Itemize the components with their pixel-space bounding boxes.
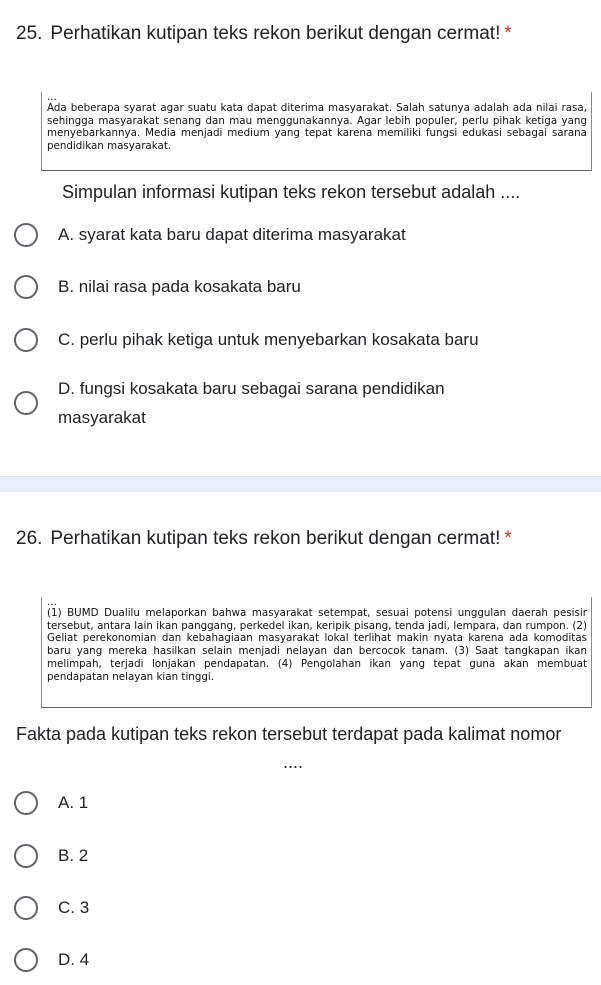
q26-option-a[interactable] <box>14 788 574 818</box>
question-title-text: Perhatikan kutipan teks rekon berikut dengan cermat! <box>50 528 501 549</box>
option-label-line-2: masyarakat <box>58 408 146 427</box>
question-26-prompt: Fakta pada kutipan teks rekon tersebut terdapat pada kalimat nomor <box>16 724 562 744</box>
question-number: 26. <box>16 528 43 549</box>
q25-option-a[interactable] <box>14 220 574 250</box>
option-label: C. perlu pihak ketiga untuk menyebarkan kosakata baru <box>58 330 479 349</box>
excerpt-ellipsis: ... <box>47 91 57 103</box>
q26-option-c[interactable] <box>14 893 574 923</box>
question-title-text: Perhatikan kutipan teks rekon berikut dengan cermat! <box>50 23 501 44</box>
radio-button[interactable] <box>14 223 38 247</box>
required-asterisk: * <box>504 528 512 549</box>
option-label: B. nilai rasa pada kosakata baru <box>58 277 301 296</box>
question-26-prompt-ellipsis: .... <box>283 752 304 772</box>
radio-button[interactable] <box>14 791 38 815</box>
q25-option-c[interactable] <box>14 325 574 355</box>
option-label: A. syarat kata baru dapat diterima masyarakat <box>58 225 406 244</box>
excerpt-ellipsis: ... <box>47 596 57 608</box>
required-asterisk: * <box>504 23 512 44</box>
radio-button[interactable] <box>14 275 38 299</box>
excerpt-text: (1) BUMD Dualilu melaporkan bahwa masyarakat setempat, sesuai potensi unggulan daerah pesisir tersebut, antara lain ikan panggang, perkedel ikan, keripik pisang, tenda jadi, lempara, dan rumpon. (2) Geliat perekonomian dan kebahagiaan masyarakat lokal terlihat makin nyata karena ada komoditas baru yang mereka hasilkan selain menjadi nelayan dan bercocok tanam. (3) Saat tangkapan ikan melimpah, terjadi lonjakan pendapatan. (4) Pengolahan ikan yang tepat guna akan membuat pendapatan nelayan kian tinggi. <box>47 607 587 683</box>
question-25-excerpt <box>41 92 592 171</box>
q26-option-d[interactable] <box>14 945 574 975</box>
option-label-line-1: D. fungsi kosakata baru sebagai sarana pendidikan <box>58 379 445 398</box>
option-label: B. 2 <box>58 846 89 865</box>
question-26-excerpt <box>41 597 592 708</box>
radio-button[interactable] <box>14 328 38 352</box>
section-divider <box>0 476 601 492</box>
q25-option-d[interactable] <box>14 374 574 432</box>
option-label: C. 3 <box>58 898 90 917</box>
option-label: A. 1 <box>58 793 89 812</box>
q25-option-b[interactable] <box>14 272 574 302</box>
option-label: D. 4 <box>58 950 90 969</box>
radio-button[interactable] <box>14 391 38 415</box>
question-25-prompt: Simpulan informasi kutipan teks rekon tersebut adalah .... <box>62 182 521 202</box>
question-26-title <box>16 527 512 551</box>
radio-button[interactable] <box>14 844 38 868</box>
radio-button[interactable] <box>14 896 38 920</box>
q26-option-b[interactable] <box>14 841 574 871</box>
question-number: 25. <box>16 23 43 44</box>
radio-button[interactable] <box>14 948 38 972</box>
excerpt-text: Ada beberapa syarat agar suatu kata dapat diterima masyarakat. Salah satunya adalah ada nilai rasa, sehingga masyarakat senang dan mau menggunakannya. Agar lebih populer, perlu pihak ketiga yang menyebarkannya. Media menjadi medium yang tepat karena memiliki fungsi edukasi sebagai sarana pendidikan masyarakat. <box>47 102 587 153</box>
question-25-title <box>16 22 512 46</box>
